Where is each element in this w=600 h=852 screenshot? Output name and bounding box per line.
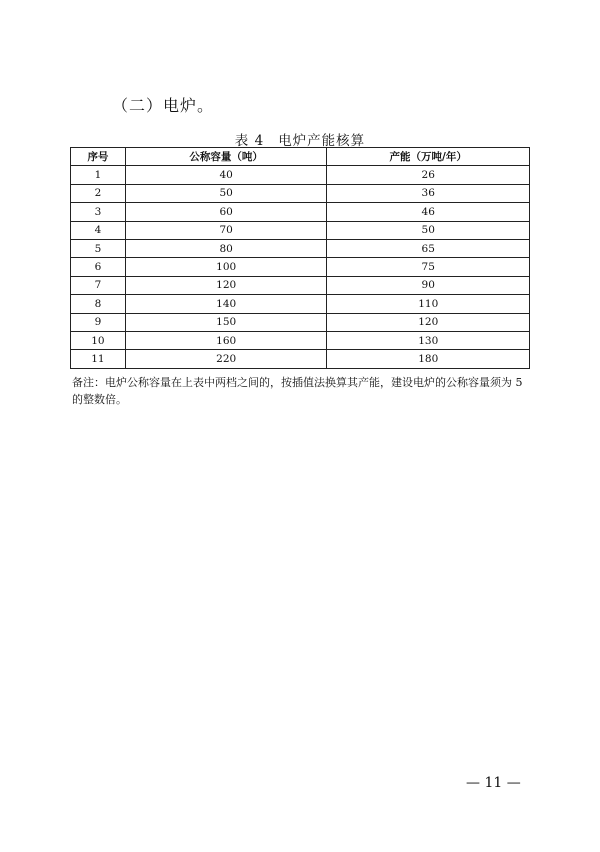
cell-production-capacity: 90 bbox=[327, 276, 530, 294]
cell-nominal-capacity: 150 bbox=[125, 313, 327, 331]
cell-production-capacity: 180 bbox=[327, 350, 530, 368]
cell-production-capacity: 110 bbox=[327, 295, 530, 313]
table-row bbox=[71, 203, 530, 221]
cell-serial-number: 4 bbox=[71, 221, 126, 239]
cell-serial-number: 7 bbox=[71, 276, 126, 294]
cell-nominal-capacity: 160 bbox=[125, 331, 327, 349]
header-nominal-capacity: 公称容量（吨） bbox=[125, 148, 327, 166]
cell-nominal-capacity: 70 bbox=[125, 221, 327, 239]
cell-nominal-capacity: 140 bbox=[125, 295, 327, 313]
table-row bbox=[71, 295, 530, 313]
table-row bbox=[71, 313, 530, 331]
cell-serial-number: 2 bbox=[71, 184, 126, 202]
table-body bbox=[71, 166, 530, 368]
cell-serial-number: 5 bbox=[71, 239, 126, 257]
table-row bbox=[71, 184, 530, 202]
cell-production-capacity: 65 bbox=[327, 239, 530, 257]
table-row bbox=[71, 221, 530, 239]
table-caption-number: 表 4 bbox=[234, 133, 265, 149]
header-serial-number: 序号 bbox=[71, 148, 126, 166]
cell-nominal-capacity: 60 bbox=[125, 203, 327, 221]
cell-nominal-capacity: 40 bbox=[125, 166, 327, 184]
table-row bbox=[71, 166, 530, 184]
cell-production-capacity: 130 bbox=[327, 331, 530, 349]
cell-serial-number: 8 bbox=[71, 295, 126, 313]
cell-serial-number: 1 bbox=[71, 166, 126, 184]
cell-serial-number: 6 bbox=[71, 258, 126, 276]
cell-production-capacity: 36 bbox=[327, 184, 530, 202]
cell-production-capacity: 75 bbox=[327, 258, 530, 276]
cell-nominal-capacity: 100 bbox=[125, 258, 327, 276]
table-note: 备注：电炉公称容量在上表中两档之间的，按插值法换算其产能，建设电炉的公称容量须为 5 的整数倍。 bbox=[72, 376, 523, 406]
table-row bbox=[71, 258, 530, 276]
cell-production-capacity: 120 bbox=[327, 313, 530, 331]
header-production-capacity: 产能（万吨/年） bbox=[327, 148, 530, 166]
cell-production-capacity: 50 bbox=[327, 221, 530, 239]
cell-serial-number: 3 bbox=[71, 203, 126, 221]
cell-nominal-capacity: 220 bbox=[125, 350, 327, 368]
capacity-table bbox=[70, 147, 530, 369]
table-row bbox=[71, 239, 530, 257]
table-header-row bbox=[71, 148, 530, 166]
cell-nominal-capacity: 120 bbox=[125, 276, 327, 294]
page-number: — 11 — bbox=[466, 775, 521, 791]
cell-production-capacity: 46 bbox=[327, 203, 530, 221]
cell-production-capacity: 26 bbox=[327, 166, 530, 184]
table-caption bbox=[0, 129, 600, 149]
table-caption-title: 电炉产能核算 bbox=[278, 133, 366, 149]
table-row bbox=[71, 276, 530, 294]
cell-nominal-capacity: 50 bbox=[125, 184, 327, 202]
cell-serial-number: 10 bbox=[71, 331, 126, 349]
cell-serial-number: 11 bbox=[71, 350, 126, 368]
section-heading: （二）电炉。 bbox=[112, 96, 215, 115]
cell-nominal-capacity: 80 bbox=[125, 239, 327, 257]
cell-serial-number: 9 bbox=[71, 313, 126, 331]
table-row bbox=[71, 331, 530, 349]
table-row bbox=[71, 350, 530, 368]
